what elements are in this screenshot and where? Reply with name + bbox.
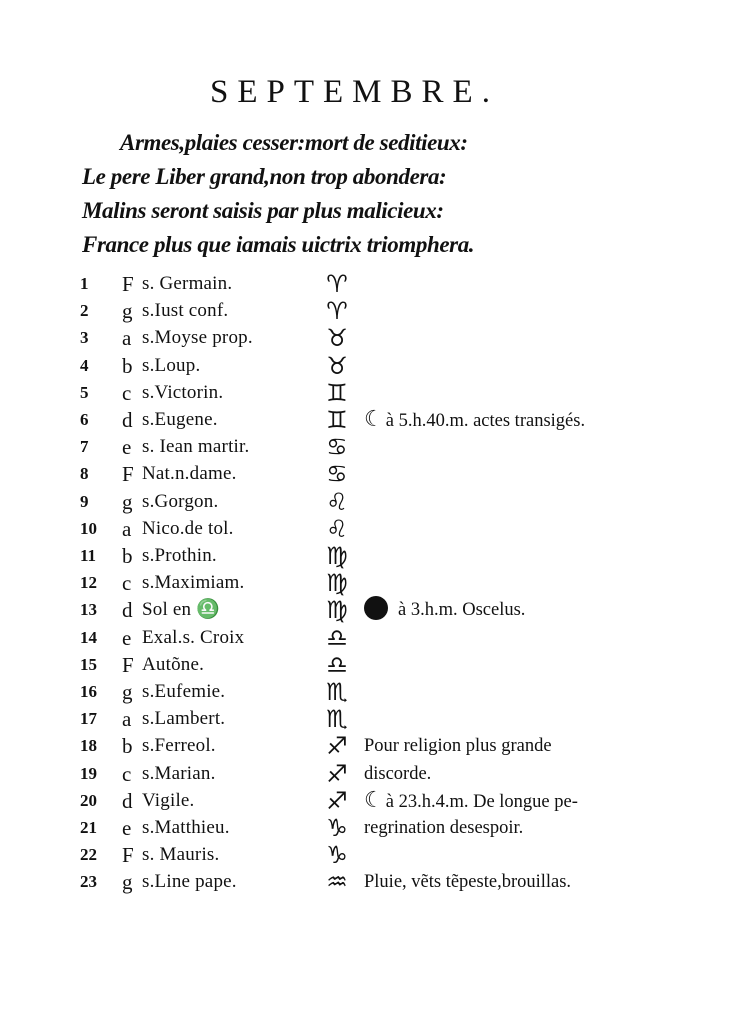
zodiac-sign-icon: ♋ xyxy=(326,433,348,462)
calendar-row xyxy=(80,460,720,488)
zodiac-sign-icon: ♋ xyxy=(326,460,348,489)
saint-name: s. Mauris. xyxy=(142,844,220,866)
day-note xyxy=(364,787,578,816)
calendar-row xyxy=(80,297,720,325)
day-number: 15 xyxy=(80,654,97,674)
saint-name: s.Iust conf. xyxy=(142,300,229,322)
dominical-letter: a xyxy=(122,326,132,351)
zodiac-sign-icon: ♏ xyxy=(326,678,348,706)
saint-name: s.Maximiam. xyxy=(142,572,245,594)
zodiac-sign-icon: ♐ xyxy=(326,786,348,815)
saint-name: s.Loup. xyxy=(142,354,201,376)
saint-name: s.Eufemie. xyxy=(142,681,226,702)
day-number: 17 xyxy=(80,709,97,729)
dominical-letter: F xyxy=(122,462,134,487)
dominical-letter: e xyxy=(122,625,132,650)
calendar-row xyxy=(80,569,720,597)
note-text: Pluie, vẽts tẽpeste,brouillas. xyxy=(364,872,572,893)
dominical-letter: g xyxy=(122,870,133,895)
calendar-row xyxy=(80,624,720,652)
saint-name: Autõne. xyxy=(142,653,205,675)
day-number: 9 xyxy=(80,491,89,511)
dominical-letter: F xyxy=(122,652,134,677)
calendar-row xyxy=(80,678,720,706)
note-text: regrination desespoir. xyxy=(364,818,524,838)
dominical-letter: F xyxy=(122,843,134,868)
day-number: 12 xyxy=(80,573,97,593)
zodiac-sign-icon: ♎ xyxy=(326,623,348,652)
zodiac-sign-icon: ♈ xyxy=(326,270,348,298)
crescent-moon-icon: ☾ xyxy=(364,787,384,813)
verse-line: France plus que iamais uictrix triomphera. xyxy=(82,232,475,257)
zodiac-sign-icon: ♐ xyxy=(326,732,348,761)
zodiac-sign-icon: ♏ xyxy=(326,705,348,734)
day-number: 1 xyxy=(80,274,89,293)
saint-name: s. Germain. xyxy=(142,273,233,294)
calendar-row xyxy=(80,705,720,733)
calendar-row xyxy=(80,732,720,760)
dominical-letter: c xyxy=(122,571,132,596)
day-number: 10 xyxy=(80,518,97,538)
zodiac-sign-icon: ♑ xyxy=(326,841,348,870)
day-number: 13 xyxy=(80,600,97,620)
day-number: 3 xyxy=(80,328,89,348)
zodiac-sign-icon: ♍ xyxy=(326,569,348,598)
saint-name: s.Prothin. xyxy=(142,545,217,566)
dominical-letter: e xyxy=(122,435,132,460)
saint-name: s.Marian. xyxy=(142,762,216,784)
calendar-row xyxy=(80,488,720,516)
saint-name: s.Eugene. xyxy=(142,409,218,430)
calendar-row xyxy=(80,841,720,869)
calendar-row xyxy=(80,651,720,679)
calendar-row xyxy=(80,760,720,788)
dominical-letter: g xyxy=(122,489,133,514)
zodiac-sign-icon: ♎ xyxy=(326,650,348,679)
calendar-row xyxy=(80,542,720,570)
saint-name: Sol en ♎ xyxy=(142,599,221,621)
note-text: Pour religion plus grande xyxy=(364,736,552,757)
saint-name: s.Lambert. xyxy=(142,708,226,730)
dominical-letter: b xyxy=(122,353,133,378)
day-number: 5 xyxy=(80,382,89,402)
quatrain xyxy=(82,126,602,262)
day-number: 8 xyxy=(80,464,89,484)
calendar-row xyxy=(80,515,720,543)
note-text: à 3.h.m. Oscelus. xyxy=(398,600,526,621)
calendar-row xyxy=(80,814,720,842)
day-number: 11 xyxy=(80,546,97,565)
zodiac-sign-icon: ♌ xyxy=(326,487,348,516)
day-number: 21 xyxy=(80,818,97,837)
day-number: 18 xyxy=(80,736,97,756)
full-moon-icon xyxy=(364,596,388,620)
day-number: 23 xyxy=(80,872,97,892)
day-number: 6 xyxy=(80,410,89,429)
zodiac-sign-icon: ♍ xyxy=(326,596,348,625)
saint-name: Nat.n.dame. xyxy=(142,463,237,485)
dominical-letter: a xyxy=(122,707,132,732)
zodiac-sign-icon: ♉ xyxy=(326,351,348,380)
saint-name: s.Ferreol. xyxy=(142,735,216,757)
zodiac-sign-icon: ♍ xyxy=(326,542,348,570)
calendar-row xyxy=(80,406,720,434)
verse-line: Malins seront saisis par plus malicieux: xyxy=(82,198,444,223)
day-note xyxy=(364,732,552,760)
saint-name: s.Line pape. xyxy=(142,871,237,893)
saint-name: s.Gorgon. xyxy=(142,490,219,512)
saint-name: Vigile. xyxy=(142,789,195,811)
saint-name: s.Moyse prop. xyxy=(142,327,253,349)
calendar-row xyxy=(80,868,720,896)
dominical-letter: a xyxy=(122,516,132,541)
day-note xyxy=(364,596,525,624)
calendar-row xyxy=(80,270,720,298)
day-number: 14 xyxy=(80,627,97,647)
saint-name: Exal.s. Croix xyxy=(142,626,245,648)
calendar-row xyxy=(80,352,720,380)
saint-name: s.Matthieu. xyxy=(142,817,230,838)
zodiac-sign-icon: ♊ xyxy=(326,406,348,434)
note-text: à 23.h.4.m. De longue pe- xyxy=(385,791,578,812)
crescent-moon-icon: ☾ xyxy=(364,407,384,432)
day-note xyxy=(364,868,571,896)
calendar-row xyxy=(80,433,720,461)
verse-line: Armes,plaies cesser:mort de seditieux: xyxy=(120,130,468,155)
saint-name: s. Iean martir. xyxy=(142,436,250,458)
calendar-row xyxy=(80,787,720,815)
dominical-letter: g xyxy=(122,299,133,324)
zodiac-sign-icon: ♊ xyxy=(326,378,348,407)
zodiac-sign-icon: ♑ xyxy=(326,814,348,842)
day-number: 22 xyxy=(80,845,97,865)
calendar-row xyxy=(80,379,720,407)
day-number: 20 xyxy=(80,790,97,810)
verse-line: Le pere Liber grand,non trop abondera: xyxy=(82,164,447,189)
dominical-letter: c xyxy=(122,380,132,405)
calendar-row xyxy=(80,324,720,352)
dominical-letter: d xyxy=(122,788,133,813)
saint-name: s.Victorin. xyxy=(142,381,224,403)
calendar-row xyxy=(80,596,720,624)
dominical-letter: b xyxy=(122,734,133,759)
day-note xyxy=(364,406,585,435)
note-text: à 5.h.40.m. actes transigés. xyxy=(385,411,586,431)
dominical-letter: e xyxy=(122,816,132,840)
dominical-letter: d xyxy=(122,408,133,432)
day-number: 4 xyxy=(80,355,89,375)
zodiac-sign-icon: ♌ xyxy=(326,514,348,543)
dominical-letter: c xyxy=(122,761,132,786)
zodiac-sign-icon: ♈ xyxy=(326,297,348,326)
day-number: 2 xyxy=(80,301,89,321)
dominical-letter: b xyxy=(122,544,133,568)
day-number: 7 xyxy=(80,437,89,457)
day-number: 19 xyxy=(80,763,97,783)
day-note xyxy=(364,760,431,788)
zodiac-sign-icon: ♒ xyxy=(326,868,348,897)
zodiac-sign-icon: ♐ xyxy=(326,759,348,788)
dominical-letter: d xyxy=(122,598,133,623)
saint-name: Nico.de tol. xyxy=(142,517,234,539)
zodiac-sign-icon: ♉ xyxy=(326,324,348,353)
dominical-letter: g xyxy=(122,680,133,704)
page-title: SEPTEMBRE. xyxy=(210,74,499,110)
note-text: discorde. xyxy=(364,763,432,784)
day-number: 16 xyxy=(80,682,97,701)
day-note xyxy=(364,814,523,842)
dominical-letter: F xyxy=(122,272,134,296)
